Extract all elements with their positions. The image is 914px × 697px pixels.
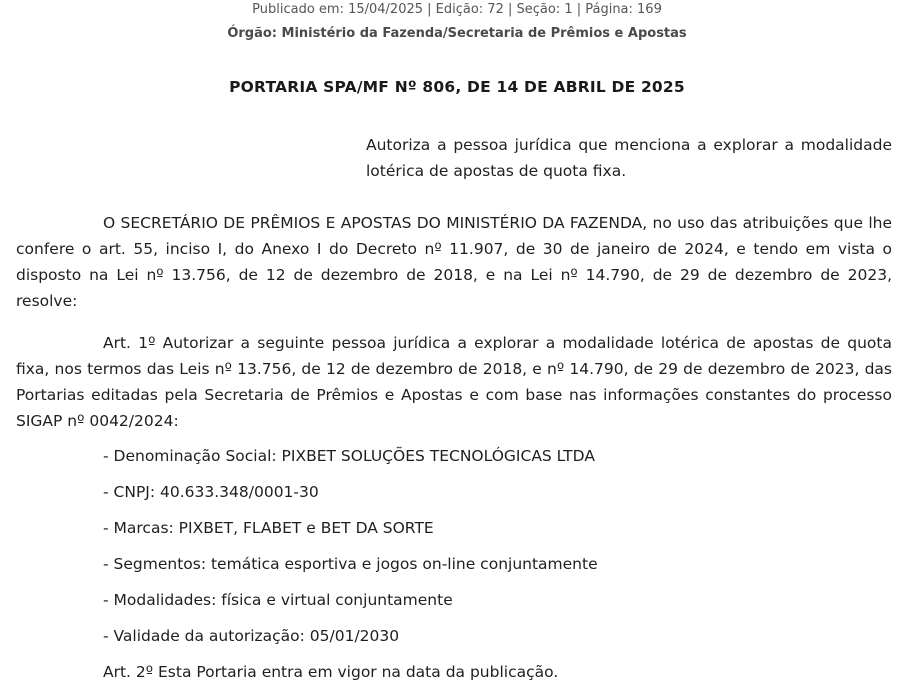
article-2-paragraph: Art. 2º Esta Portaria entra em vigor na data da publicação. [103, 663, 559, 681]
article-1-paragraph: Art. 1º Autorizar a seguinte pessoa jurídica a explorar a modalidade lotérica de apostas de quota fixa, nos termos das Leis nº 13.756, de 12 de dezembro de 2018, e nº 14.790, de 29 de dezembro de 2023, das Portarias editadas pela Secretaria de Prêmios e Apostas e com base nas informações constantes do processo SIGAP nº 0042/2024: [16, 334, 892, 430]
ementa: Autoriza a pessoa jurídica que menciona a explorar a modalidade lotérica de apostas de quota fixa. [366, 136, 892, 180]
item-corporate-name: - Denominação Social: PIXBET SOLUÇÕES TECNOLÓGICAS LTDA [103, 447, 595, 465]
document-title: PORTARIA SPA/MF Nº 806, DE 14 DE ABRIL DE 2025 [229, 78, 685, 96]
preamble-paragraph: O SECRETÁRIO DE PRÊMIOS E APOSTAS DO MINISTÉRIO DA FAZENDA, no uso das atribuições que lhe confere o art. 55, inciso I, do Anexo I do Decreto nº 11.907, de 30 de janeiro de 2024, e tendo em vista o disposto na Lei nº 13.756, de 12 de dezembro de 2018, e na Lei nº 14.790, de 29 de dezembro de 2023, resolve: [16, 214, 892, 310]
item-validity: - Validade da autorização: 05/01/2030 [103, 627, 400, 645]
item-segments: - Segmentos: temática esportiva e jogos on-line conjuntamente [103, 555, 598, 573]
item-brands: - Marcas: PIXBET, FLABET e BET DA SORTE [103, 519, 434, 537]
publication-info: Publicado em: 15/04/2025 | Edição: 72 | Seção: 1 | Página: 169 [252, 2, 662, 17]
item-modalities: - Modalidades: física e virtual conjuntamente [103, 591, 453, 609]
organ-info: Órgão: Ministério da Fazenda/Secretaria de Prêmios e Apostas [227, 26, 687, 41]
item-cnpj: - CNPJ: 40.633.348/0001-30 [103, 483, 319, 501]
